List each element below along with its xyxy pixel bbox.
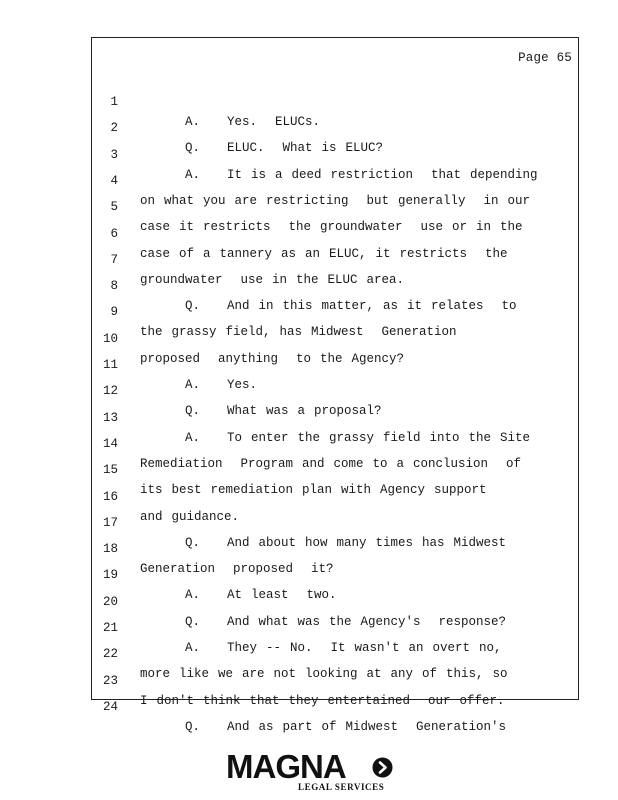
- line-number: 19: [102, 568, 118, 583]
- chevron-circle-icon: [372, 757, 393, 778]
- line-text: the grassy field, has Midwest Generation: [140, 325, 457, 340]
- magna-logo: [226, 750, 396, 794]
- line-number: 6: [110, 226, 118, 241]
- line-number: 20: [102, 594, 118, 609]
- transcript-line: [92, 72, 321, 129]
- line-number: 11: [102, 358, 118, 372]
- line-number: 8: [110, 279, 118, 294]
- line-text: more like we are not looking at any of this, so: [140, 667, 508, 682]
- line-text: Generation proposed it?: [140, 562, 334, 577]
- line-text: I don't think that they entertained our offer.: [140, 693, 505, 708]
- line-text: case it restricts the groundwater use or in the: [140, 220, 523, 235]
- line-number: 10: [102, 331, 118, 346]
- line-text: proposed anything to the Agency?: [140, 351, 405, 366]
- line-text: its best remediation plan with Agency support: [140, 483, 487, 498]
- line-number: 2: [110, 121, 118, 136]
- line-text: Q. ELUC. What is ELUC?: [140, 141, 384, 156]
- line-text: A. It is a deed restriction that depending: [140, 167, 538, 182]
- line-number: 23: [102, 673, 118, 688]
- line-text: on what you are restricting but generally in our: [140, 193, 531, 208]
- line-number: 22: [102, 647, 118, 662]
- line-number: 13: [102, 410, 118, 425]
- line-text: Q. What was a proposal?: [140, 404, 382, 419]
- logo-subtitle: LEGAL SERVICES: [298, 782, 385, 792]
- line-text: Q. And what was the Agency's response?: [140, 614, 507, 629]
- line-number: 14: [102, 436, 118, 451]
- line-text: Q. And as part of Midwest Generation's: [140, 719, 507, 734]
- line-number: 4: [110, 173, 118, 188]
- logo-wordmark: MAGNA: [226, 748, 346, 785]
- line-text: Remediation Program and come to a conclusion of: [140, 456, 522, 471]
- page-number: Page 65: [518, 51, 572, 65]
- line-number: 21: [102, 621, 118, 635]
- line-number: 15: [102, 463, 118, 478]
- line-text: case of a tannery as an ELUC, it restricts the: [140, 246, 508, 261]
- line-number: 12: [102, 384, 118, 399]
- line-number: 5: [110, 200, 118, 215]
- line-number: 7: [110, 252, 118, 267]
- line-text: groundwater use in the ELUC area.: [140, 272, 405, 287]
- line-text: Q. And about how many times has Midwest: [140, 535, 507, 550]
- line-text: A. Yes. ELUCs.: [140, 115, 321, 129]
- line-number: 3: [110, 147, 118, 162]
- line-number: 16: [102, 489, 118, 504]
- line-text: and guidance.: [140, 509, 240, 524]
- line-text: A. They -- No. It wasn't an overt no,: [140, 641, 502, 655]
- line-number: 9: [110, 305, 118, 320]
- line-text: A. At least two.: [140, 588, 337, 603]
- line-text: A. To enter the grassy field into the Site: [140, 430, 531, 445]
- line-number: 24: [102, 699, 118, 714]
- line-number: 17: [102, 515, 118, 530]
- line-number: 1: [110, 95, 118, 109]
- transcript-page: [91, 37, 579, 734]
- line-text: Q. And in this matter, as it relates to: [140, 299, 517, 314]
- line-number: 18: [102, 542, 118, 557]
- line-text: A. Yes.: [140, 378, 258, 392]
